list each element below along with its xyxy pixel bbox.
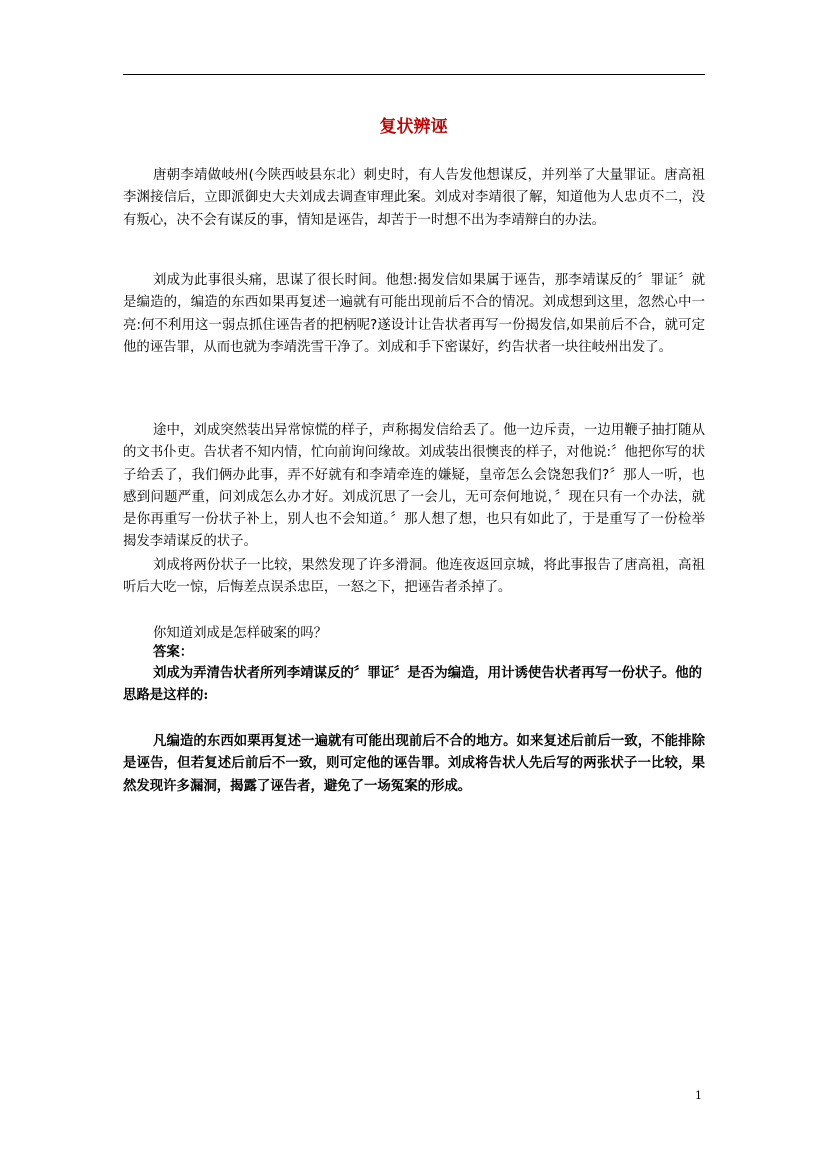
paragraph-4: 刘成将两份状子一比较，果然发现了许多滑洞。他连夜返回京城，将此事报告了唐高祖，高祖听后大吃一惊，后悔差点误杀忠臣，一怒之下，把诬告者杀掉了。 (123, 558, 705, 596)
answer-paragraph-2: 凡编造的东西如栗再复述一遍就有可能出现前后不合的地方。如来复述后前后一致，不能排除是诬告，但若复述后前后不一致，则可定他的诬告罪。刘成将告状人先后写的两张状子一比较，果然发现许多漏洞，揭露了诬告者，避免了一场冤案的形成。 (123, 733, 705, 794)
answer-label: 答案： (153, 645, 194, 660)
question-text: 你知道刘成是怎样破案的吗？ (153, 626, 328, 641)
page-number: 1 (695, 1089, 702, 1102)
header-rule (123, 74, 705, 75)
answer-paragraph-1: 刘成为弄清告状者所列李靖谋反的〞罪证〞是否为编造，用计诱使告状者再写一份状子。他的思路是这样的: (123, 665, 703, 703)
paragraph-2: 刘成为此事很头痛，思谋了很长时间。他想:揭发信如果属于诬告，那李靖谋反的〞罪证〞就是编造的，编造的东西如果再复述一遍就有可能出现前后不合的情况。刘成想到这里，忽然心中一亮:何不利用这一弱点抓住诬告者的把柄呢?遂设计让告状者再写一份揭发信,如果前后不合，就可定他的诬告罪，从而也就为李靖洗雪干净了。刘成和手下密谋好，约告状者一块往岐州出发了。 (123, 273, 705, 355)
page-title: 复状辨诬 (379, 117, 448, 137)
paragraph-3: 途中，刘成突然装出异常惊慌的样子，声称揭发信给丢了。他一边斥责，一边用鞭子抽打随从的文书仆吏。告状者不知内情，忙向前询问缘故。刘成装出很懊丧的样子，对他说:〞他把你写的状子给丢了，我们俩办此事，弄不好就有和李靖牵连的嫌疑，皇帝怎么会饶恕我们?〞那人一听，也感到问题严重，问刘成怎么办才好。刘成沉思了一会儿，无可奈何地说，〞现在只有一个办法，就是你再重写一份状子补上，别人也不会知道。〞那人想了想，也只有如此了，于是重写了一份检举揭发李靖谋反的状子。 (123, 423, 705, 550)
paragraph-1: 唐朝李靖做岐州(今陕西岐县东北）刺史时，有人告发他想谋反，并列举了大量罪证。唐高祖李渊接信后，立即派御史大夫刘成去调查审理此案。刘成对李靖很了解，知道他为人忠贞不二，没有叛心，决不会有谋反的事，情知是诬告，却苦于一时想不出为李靖辩白的办法。 (123, 168, 705, 228)
